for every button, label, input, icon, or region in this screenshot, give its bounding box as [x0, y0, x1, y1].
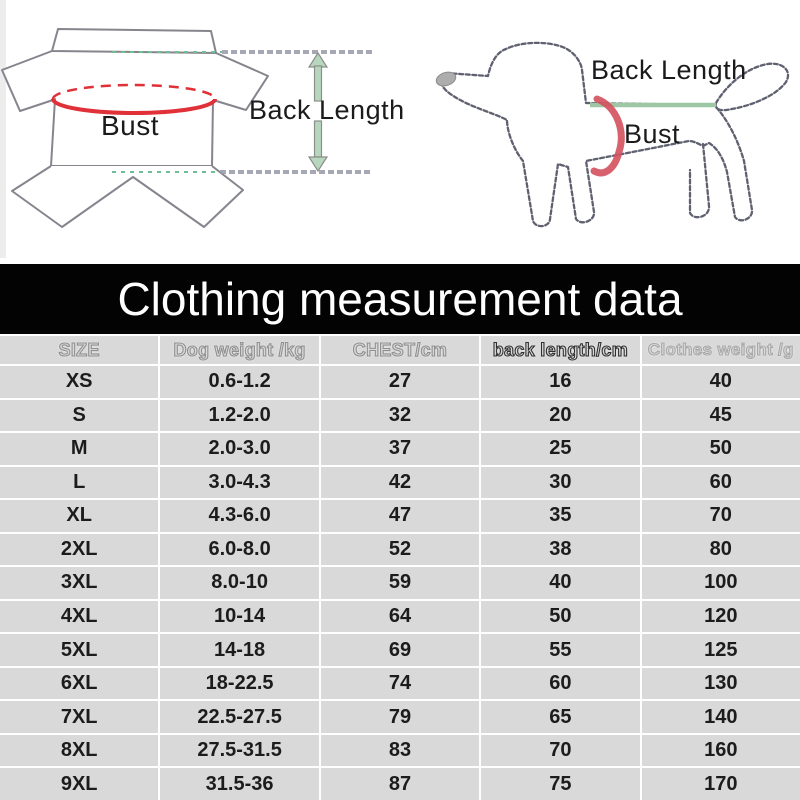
value-cell: 40: [642, 366, 800, 398]
value-cell: 30: [481, 467, 639, 499]
dog-bust-arc: [594, 99, 621, 173]
size-cell: 5XL: [0, 634, 158, 666]
column-header-label: back length/cm: [492, 339, 629, 360]
value-cell: 125: [642, 634, 800, 666]
value-cell: 50: [642, 433, 800, 465]
value-cell: 14-18: [160, 634, 318, 666]
column-header-back-length-cm: [481, 336, 639, 364]
value-cell: 130: [642, 668, 800, 700]
value-cell: 100: [642, 567, 800, 599]
column-header-label: CHEST/cm: [352, 339, 448, 360]
size-cell: 6XL: [0, 668, 158, 700]
value-cell: 64: [321, 601, 479, 633]
value-cell: 70: [481, 735, 639, 767]
value-cell: 22.5-27.5: [160, 701, 318, 733]
size-cell: 4XL: [0, 601, 158, 633]
value-cell: 1.2-2.0: [160, 400, 318, 432]
size-cell: 8XL: [0, 735, 158, 767]
value-cell: 59: [321, 567, 479, 599]
value-cell: 37: [321, 433, 479, 465]
value-cell: 55: [481, 634, 639, 666]
value-cell: 38: [481, 534, 639, 566]
column-header-dog-weight-kg: [160, 336, 318, 364]
size-cell: 2XL: [0, 534, 158, 566]
value-cell: 170: [642, 768, 800, 800]
column-header-size: [0, 336, 158, 364]
column-header-label: Clothes weight /g: [647, 340, 794, 359]
back-length-label-right: Back Length: [591, 55, 747, 85]
value-cell: 40: [481, 567, 639, 599]
column-header-chest-cm: [321, 336, 479, 364]
size-cell: L: [0, 467, 158, 499]
value-cell: 2.0-3.0: [160, 433, 318, 465]
value-cell: 20: [481, 400, 639, 432]
value-cell: 47: [321, 500, 479, 532]
value-cell: 16: [481, 366, 639, 398]
size-table: [0, 334, 800, 800]
value-cell: 4.3-6.0: [160, 500, 318, 532]
value-cell: 69: [321, 634, 479, 666]
value-cell: 45: [642, 400, 800, 432]
value-cell: 140: [642, 701, 800, 733]
value-cell: 52: [321, 534, 479, 566]
bust-label-right: Bust: [624, 119, 681, 149]
value-cell: 27.5-31.5: [160, 735, 318, 767]
value-cell: 0.6-1.2: [160, 366, 318, 398]
size-table-grid: [0, 336, 800, 800]
value-cell: 50: [481, 601, 639, 633]
value-cell: 35: [481, 500, 639, 532]
measurement-diagrams: [0, 0, 800, 264]
value-cell: 32: [321, 400, 479, 432]
value-cell: 87: [321, 768, 479, 800]
value-cell: 8.0-10: [160, 567, 318, 599]
value-cell: 10-14: [160, 601, 318, 633]
size-cell: 3XL: [0, 567, 158, 599]
section-banner: [0, 264, 800, 334]
size-cell: 9XL: [0, 768, 158, 800]
value-cell: 60: [642, 467, 800, 499]
garment-diagram: [0, 0, 420, 264]
size-cell: XL: [0, 500, 158, 532]
value-cell: 31.5-36: [160, 768, 318, 800]
value-cell: 74: [321, 668, 479, 700]
size-cell: 7XL: [0, 701, 158, 733]
value-cell: 42: [321, 467, 479, 499]
column-header-clothes-weight-g: [642, 336, 800, 364]
column-header-label: Dog weight /kg: [173, 339, 306, 360]
value-cell: 83: [321, 735, 479, 767]
value-cell: 70: [642, 500, 800, 532]
column-header-label: SIZE: [58, 339, 100, 360]
value-cell: 60: [481, 668, 639, 700]
size-cell: S: [0, 400, 158, 432]
size-cell: M: [0, 433, 158, 465]
value-cell: 80: [642, 534, 800, 566]
value-cell: 160: [642, 735, 800, 767]
banner-title: Clothing measurement data: [117, 273, 683, 325]
bust-label-left: Bust: [101, 110, 160, 141]
value-cell: 65: [481, 701, 639, 733]
size-cell: XS: [0, 366, 158, 398]
value-cell: 6.0-8.0: [160, 534, 318, 566]
value-cell: 79: [321, 701, 479, 733]
dog-diagram: [400, 0, 800, 264]
value-cell: 18-22.5: [160, 668, 318, 700]
value-cell: 75: [481, 768, 639, 800]
back-length-label-left: Back Length: [249, 95, 405, 125]
value-cell: 25: [481, 433, 639, 465]
value-cell: 3.0-4.3: [160, 467, 318, 499]
value-cell: 27: [321, 366, 479, 398]
value-cell: 120: [642, 601, 800, 633]
